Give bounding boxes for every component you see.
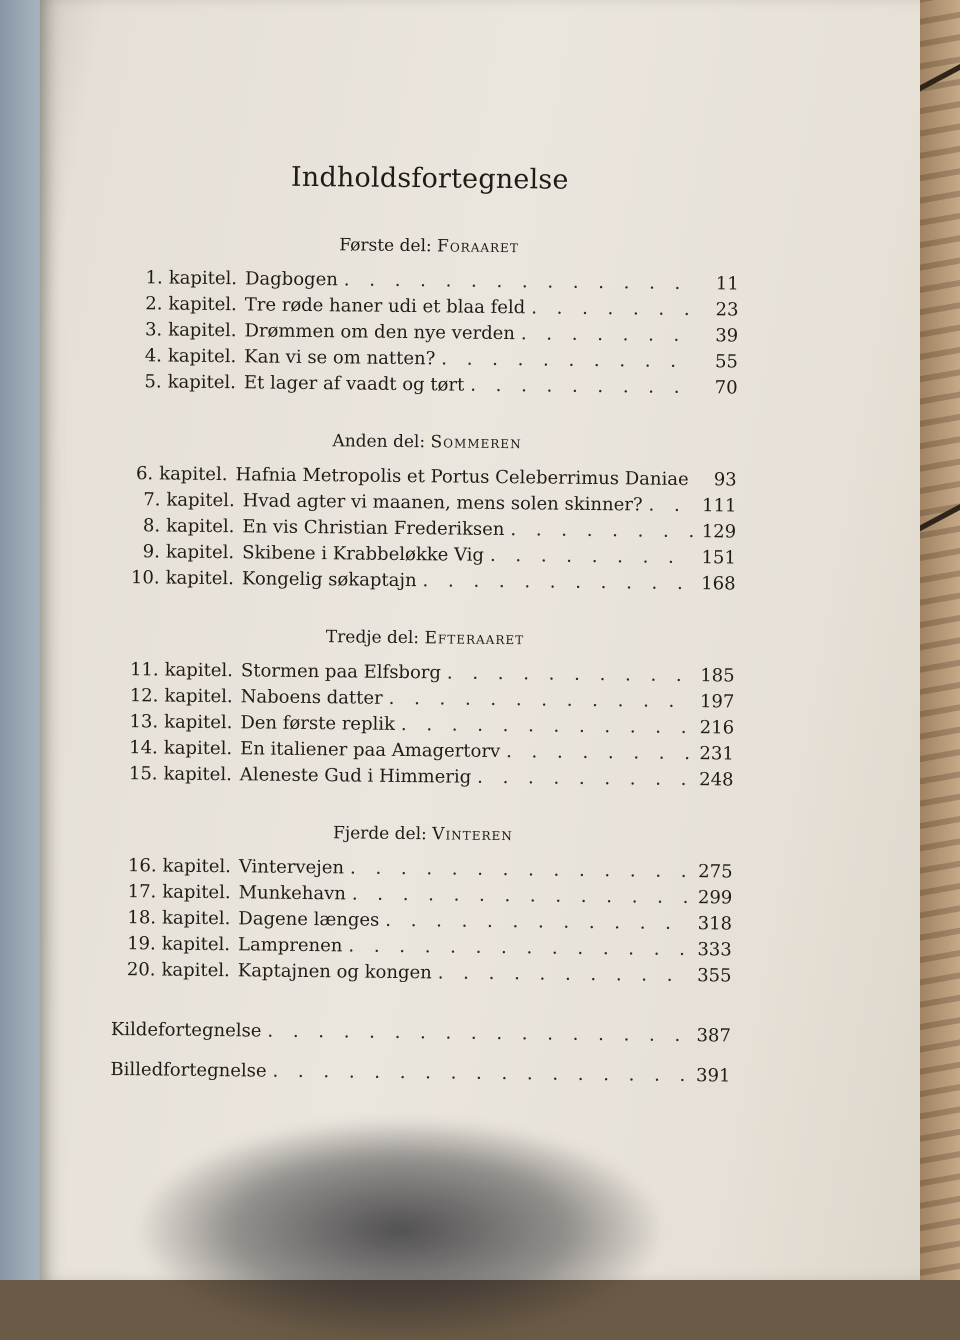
chapter-title: Kongelig søkaptajn — [242, 566, 417, 594]
dot-leader — [385, 908, 690, 937]
dot-leader — [531, 295, 696, 323]
part-heading — [119, 233, 739, 259]
page-number: 216 — [698, 715, 734, 741]
chapter-word: kapitel. — [168, 370, 237, 397]
part-heading — [113, 821, 733, 847]
chapter-title: Lamprenen — [238, 932, 343, 959]
page-number: 23 — [702, 297, 738, 323]
chapter-word: kapitel. — [168, 292, 237, 319]
page-number: 248 — [697, 767, 733, 793]
toc-extra-entry — [111, 1017, 731, 1049]
toc-part — [118, 233, 740, 401]
page-number: 129 — [700, 519, 736, 545]
part-label: Anden del: — [332, 431, 425, 452]
dot-leader — [401, 712, 692, 741]
chapter-title: Kaptajnen og kongen — [238, 958, 432, 986]
dot-leader — [470, 373, 696, 401]
part-name: Efteraaret — [424, 628, 524, 649]
chapter-number: 8. — [116, 513, 160, 539]
chapter-word: kapitel. — [163, 761, 232, 788]
chapter-number: 2. — [118, 291, 162, 317]
chapter-word: kapitel. — [168, 318, 237, 345]
toc-entry — [118, 369, 738, 401]
dot-leader — [648, 493, 694, 519]
chapter-word: kapitel. — [166, 514, 235, 541]
page-number: 185 — [698, 663, 734, 689]
chapter-number: 12. — [114, 683, 158, 709]
page-number: 39 — [702, 323, 738, 349]
chapter-title: En italiener paa Amagertorv — [240, 736, 500, 765]
chapter-word: kapitel. — [169, 266, 238, 293]
chapter-number: 18. — [112, 905, 156, 931]
chapter-word: kapitel. — [165, 566, 234, 593]
chapter-title: Naboens datter — [241, 684, 383, 711]
chapter-title: Dagene længes — [238, 906, 379, 933]
page-number: 275 — [696, 859, 732, 885]
part-name: Foraaret — [437, 236, 519, 257]
toc-entry — [115, 565, 735, 597]
page-number: 11 — [703, 271, 739, 297]
chapter-word: kapitel. — [161, 957, 230, 984]
chapter-number: 14. — [114, 735, 158, 761]
toc-part — [115, 429, 737, 597]
page-number: 231 — [698, 741, 734, 767]
chapter-word: kapitel. — [164, 683, 233, 710]
chapter-word: kapitel. — [162, 931, 231, 958]
chapter-number: 16. — [112, 853, 156, 879]
chapter-title: Hafnia Metropolis et Portus Celeberrimus Daniae — [235, 462, 688, 493]
chapter-title: Et lager af vaadt og tørt — [244, 370, 465, 398]
page-number: 70 — [702, 375, 738, 401]
page-number: 391 — [694, 1063, 730, 1089]
extra-title: Kildefortegnelse — [111, 1017, 262, 1045]
chapter-number: 13. — [114, 709, 158, 735]
part-heading — [117, 429, 737, 455]
page-number: 111 — [700, 493, 736, 519]
dot-leader — [521, 321, 697, 349]
dot-leader — [477, 765, 692, 793]
dot-leader — [506, 739, 692, 767]
chapter-title: Stormen paa Elfsborg — [241, 658, 441, 686]
extras-list — [110, 1017, 731, 1089]
dot-leader — [441, 346, 696, 375]
toc-entry — [113, 761, 733, 793]
page-number: 197 — [698, 689, 734, 715]
chapter-number: 6. — [117, 461, 154, 487]
page-number: 333 — [696, 937, 732, 963]
chapter-title: Drømmen om den nye verden — [244, 318, 515, 347]
dot-leader — [348, 933, 690, 963]
dot-leader — [510, 517, 694, 545]
page-number: 318 — [696, 911, 732, 937]
dot-leader — [422, 568, 693, 597]
part-label: Første del: — [339, 235, 432, 256]
chapter-word: kapitel. — [168, 344, 237, 371]
chapter-number: 5. — [118, 369, 162, 395]
page-number: 387 — [695, 1023, 731, 1049]
dot-leader — [267, 1019, 689, 1049]
chapter-title: En vis Christian Frederiksen — [242, 514, 504, 543]
chapter-number: 10. — [115, 565, 159, 591]
chapter-title: Dagbogen — [245, 266, 338, 293]
chapter-number: 3. — [118, 317, 162, 343]
chapter-title: Munkehavn — [238, 880, 346, 907]
dot-leader — [447, 660, 693, 689]
dot-leader — [344, 267, 697, 297]
chapter-number: 15. — [113, 761, 157, 787]
dot-leader — [350, 855, 691, 885]
chapter-number: 19. — [112, 931, 156, 957]
page-title: Indholdsfortegnelse — [120, 160, 740, 197]
page-number: 168 — [699, 571, 735, 597]
dot-leader — [389, 686, 693, 715]
table-of-contents — [110, 160, 740, 1089]
page-number: 55 — [702, 349, 738, 375]
chapter-title: Den første replik — [240, 710, 395, 738]
chapter-word: kapitel. — [162, 879, 231, 906]
part-label: Fjerde del: — [333, 823, 427, 844]
chapter-title: Aleneste Gud i Himmerig — [240, 762, 472, 790]
chapter-word: kapitel. — [166, 488, 235, 515]
toc-part — [111, 821, 733, 989]
dot-leader — [272, 1059, 688, 1089]
chapter-title: Hvad agter vi maanen, mens solen skinner? — [243, 488, 643, 518]
dot-leader — [352, 881, 691, 911]
chapter-title: Vintervejen — [239, 854, 344, 881]
toc-part — [113, 625, 735, 793]
part-name: Sommeren — [430, 432, 521, 453]
extra-title: Billedfortegnelse — [110, 1057, 266, 1085]
parts-list — [111, 233, 739, 989]
chapter-number: 9. — [116, 539, 160, 565]
chapter-title: Tre røde haner udi et blaa feld — [245, 292, 526, 321]
hand-shadow — [140, 1120, 660, 1340]
chapter-number: 17. — [112, 879, 156, 905]
chapter-number: 20. — [111, 957, 155, 983]
page-number: 93 — [701, 467, 737, 493]
chapter-word: kapitel. — [165, 657, 234, 684]
chapter-title: Skibene i Krabbeløkke Vig — [242, 540, 484, 569]
chapter-word: kapitel. — [166, 540, 235, 567]
chapter-number: 1. — [119, 265, 163, 291]
chapter-word: kapitel. — [162, 905, 231, 932]
part-label: Tredje del: — [326, 627, 419, 648]
page-number: 355 — [695, 963, 731, 989]
part-heading — [115, 625, 735, 651]
page-number: 151 — [700, 545, 736, 571]
chapter-number: 11. — [115, 657, 159, 683]
dot-leader — [438, 960, 690, 989]
toc-entry — [111, 957, 731, 989]
chapter-number: 7. — [116, 487, 160, 513]
chapter-word: kapitel. — [164, 735, 233, 762]
chapter-word: kapitel. — [164, 709, 233, 736]
chapter-title: Kan vi se om natten? — [244, 344, 435, 372]
dot-leader — [490, 543, 694, 571]
page-number: 299 — [696, 885, 732, 911]
chapter-word: kapitel. — [162, 853, 231, 880]
chapter-word: kapitel. — [159, 461, 228, 488]
part-name: Vinteren — [432, 824, 513, 845]
chapter-number: 4. — [118, 343, 162, 369]
